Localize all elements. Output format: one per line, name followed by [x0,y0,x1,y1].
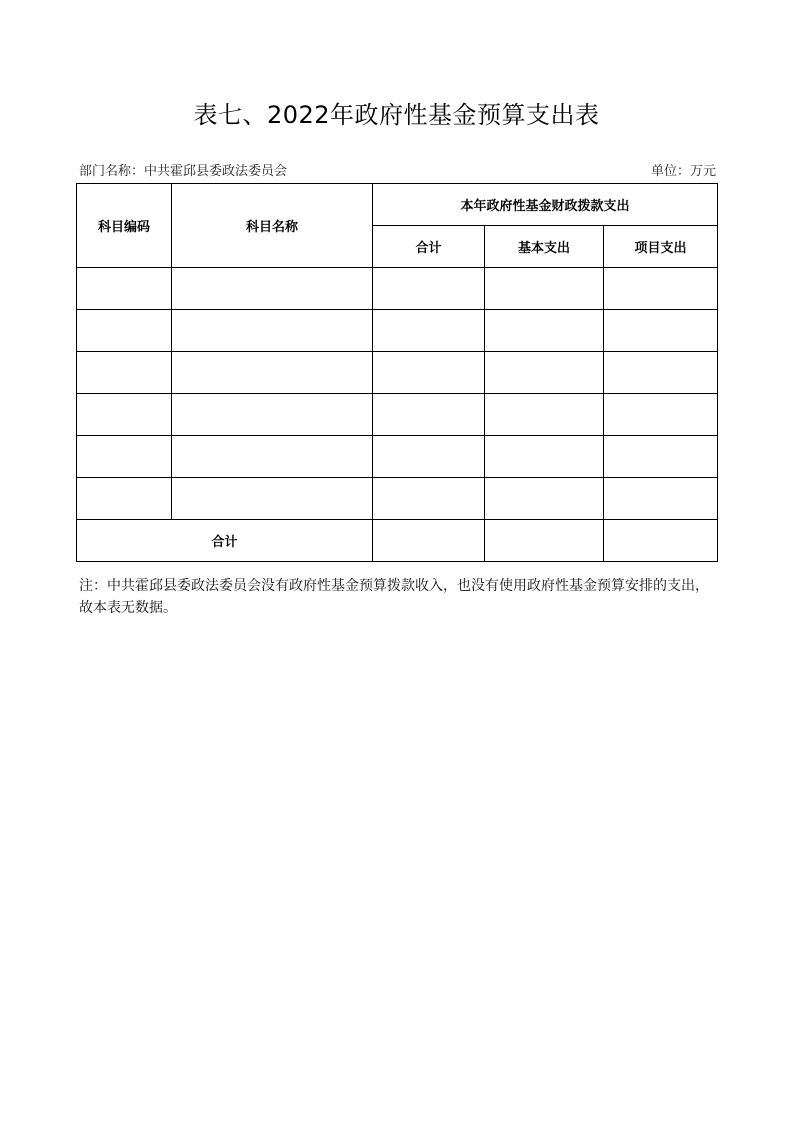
cell-basic [485,268,604,310]
department-name: 中共霍邱县委政法委员会 [144,164,288,179]
header-group: 本年政府性基金财政拨款支出 [373,184,718,226]
cell-total [373,478,485,520]
cell-project [604,436,718,478]
cell-name [172,268,373,310]
table-row [77,352,718,394]
table-row [77,268,718,310]
department-info [79,162,287,182]
table-row [77,478,718,520]
cell-project [604,352,718,394]
cell-code [77,478,172,520]
cell-name [172,478,373,520]
cell-total [373,310,485,352]
cell-name [172,436,373,478]
cell-total [373,394,485,436]
cell-code [77,394,172,436]
table-row [77,310,718,352]
cell-total [373,352,485,394]
unit-info [651,162,716,182]
table-row [77,436,718,478]
budget-table [76,183,718,562]
cell-basic [485,310,604,352]
unit-value: 万元 [689,164,716,179]
unit-label: 单位： [650,164,690,179]
cell-project [604,268,718,310]
header-basic: 基本支出 [485,226,604,268]
cell-basic [485,394,604,436]
cell-project [604,478,718,520]
header-code: 科目编码 [77,184,172,268]
table-note: 注：中共霍邱县委政法委员会没有政府性基金预算拨款收入，也没有使用政府性基金预算安排的支出，故本表无数据。 [79,578,709,616]
footer-label: 合计 [77,520,373,562]
footer-project [604,520,718,562]
footer-total [373,520,485,562]
cell-basic [485,436,604,478]
table-footer-row [77,520,718,562]
table-row [77,394,718,436]
table-header-row [77,184,718,226]
cell-project [604,394,718,436]
header-name: 科目名称 [172,184,373,268]
cell-code [77,352,172,394]
cell-code [77,268,172,310]
cell-code [77,310,172,352]
cell-basic [485,478,604,520]
cell-name [172,310,373,352]
header-total: 合计 [373,226,485,268]
cell-total [373,268,485,310]
cell-name [172,394,373,436]
table-meta-row [79,162,716,182]
header-project: 项目支出 [604,226,718,268]
cell-project [604,310,718,352]
footer-basic [485,520,604,562]
cell-code [77,436,172,478]
page-title: 表七、2022年政府性基金预算支出表 [193,101,600,129]
department-label: 部门名称： [79,164,145,179]
cell-total [373,436,485,478]
cell-basic [485,352,604,394]
cell-name [172,352,373,394]
